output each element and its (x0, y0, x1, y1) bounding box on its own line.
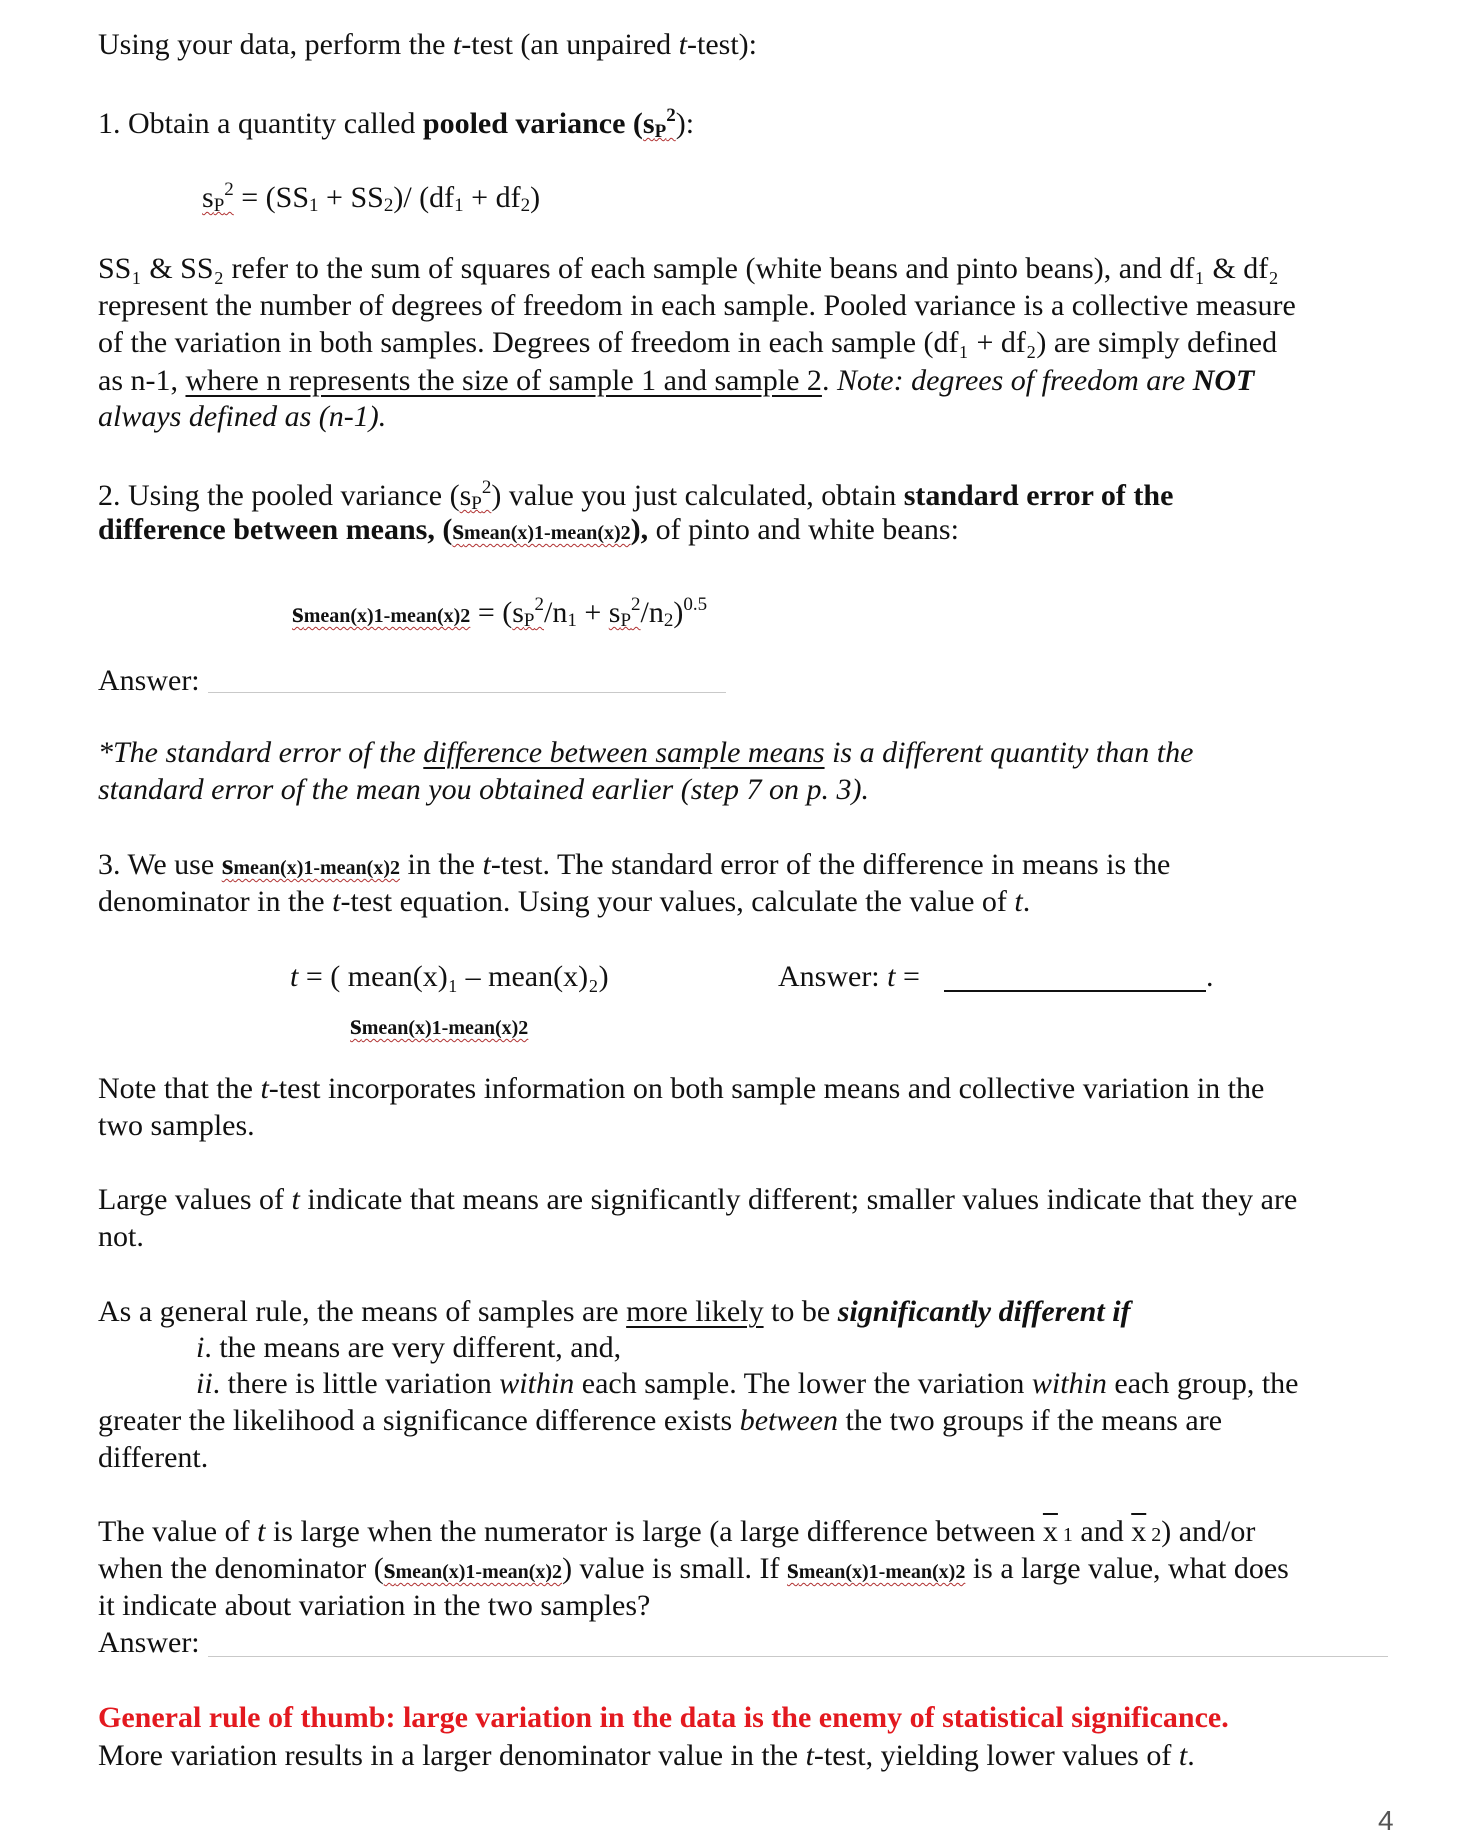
para3-text: Large values of (98, 1183, 292, 1216)
symbol-sub: P (213, 195, 225, 216)
para5-text: ) and/or (1161, 1515, 1256, 1548)
para5-text: is a large value, what does (965, 1552, 1289, 1585)
note-line1 (98, 738, 1193, 768)
rule-text: -test, yielding lower values of (813, 1739, 1179, 1772)
answer-label-1: Answer: (98, 664, 200, 697)
intro-text: -test): (687, 28, 757, 61)
step2-text: of pinto and white beans: (648, 513, 959, 546)
se-diff-symbol (292, 596, 470, 629)
symbol-s: s (512, 596, 524, 629)
para4-text: to be (763, 1295, 838, 1328)
para2-text: -test incorporates information on both sample means and collective variation in the (268, 1072, 1265, 1105)
formula-text: = (SS (233, 181, 310, 214)
symbol-sub: P (471, 493, 482, 514)
symbol-s: s (642, 107, 655, 140)
t-symbol: t (805, 1739, 814, 1772)
formula-sub: 2 (383, 195, 394, 216)
symbol-s: s (292, 596, 304, 629)
t-answer-blank[interactable] (944, 990, 1206, 992)
pooled-variance-symbol (643, 107, 676, 140)
note-underlined: difference between sample means (423, 736, 825, 769)
xbar-symbol: $\overline{x}$ (1042, 1515, 1058, 1548)
para4-text: . the means are very different, and, (204, 1331, 622, 1364)
formula-sub: 1 (309, 195, 319, 216)
symbol-s: s (459, 479, 472, 512)
t-numerator: ( mean(x)₁ – mean(x)₂) (330, 960, 609, 993)
symbol-sub: P (654, 121, 667, 142)
para1-line2: represent the number of degrees of freedom in each sample. Pooled variance is a collective measure (98, 289, 1296, 322)
t-symbol: t (332, 885, 341, 918)
step3-text: in the (400, 848, 483, 881)
para1-line1: SS₁ & SS₂ refer to the sum of squares of each sample (white beans and pinto beans), and df₁ & df₂ (98, 252, 1279, 285)
para3-line2: not. (98, 1220, 144, 1253)
t-symbol: t (887, 960, 896, 993)
symbol-sub: P (523, 610, 535, 631)
symbol-s: s (202, 181, 214, 214)
list-marker: ii (196, 1367, 213, 1400)
step2-text: 2. Using the pooled variance ( (98, 479, 460, 512)
t-answer-period: . (1206, 960, 1214, 993)
step2-bold-term: standard error of the (903, 479, 1174, 512)
note-text: *The standard error of the (98, 736, 424, 769)
step3-line1 (98, 850, 1170, 880)
para4-underlined: more likely (626, 1295, 764, 1328)
para4-bold-italic: significantly different if (837, 1295, 1131, 1328)
formula-text: /n (544, 596, 568, 629)
para4-line3 (98, 1406, 1222, 1436)
step3-text: denominator in the (98, 885, 333, 918)
symbol-sub: mean(x)1-mean(x)2 (361, 1017, 529, 1039)
step2-line2 (98, 515, 959, 545)
step3-text: . (1022, 885, 1031, 918)
symbol-sub: mean(x)1-mean(x)2 (798, 1561, 966, 1583)
symbol-sup: 2 (631, 594, 641, 615)
t-symbol: t (452, 28, 462, 61)
symbol-sub: mean(x)1-mean(x)2 (464, 522, 631, 544)
para1-note-bold: NOT (1192, 364, 1255, 397)
list-marker: i (196, 1331, 205, 1364)
para5-line1 (98, 1517, 1255, 1547)
para1-line5: always defined as (n-1). (98, 400, 387, 433)
step3-text: -test equation. Using your values, calculate the value of (340, 885, 1015, 918)
t-formula-denominator (350, 1010, 528, 1040)
formula-sub: 1 (567, 610, 577, 631)
formula-text: = ( (470, 596, 513, 629)
formula-text: + (576, 596, 609, 629)
para1-note: Note: degrees of freedom are (836, 364, 1193, 397)
symbol-s: s (452, 513, 465, 546)
pooled-variance-symbol (512, 596, 544, 629)
para5-text: The value of (98, 1515, 258, 1548)
symbol-sup: 2 (666, 105, 676, 126)
t-symbol: t (678, 28, 688, 61)
para4-item-ii (196, 1369, 1299, 1399)
para5-text: is large when the numerator is large (a large difference between (265, 1515, 1043, 1548)
pooled-variance-symbol (609, 596, 641, 629)
para1-line3: of the variation in both samples. Degrees of freedom in each sample (df₁ + df₂) are simply defined (98, 326, 1278, 359)
step1-text: 1. Obtain a quantity called (98, 107, 423, 140)
formula-text: ) (530, 181, 541, 214)
para1-text: . (821, 364, 837, 397)
symbol-s: s (350, 1008, 362, 1041)
t-formula-numerator (290, 962, 609, 992)
answer-blank-2[interactable] (208, 1656, 1388, 1657)
formula-sub: 2 (520, 195, 531, 216)
formula-sub: 2 (663, 610, 674, 631)
se-diff-symbol (452, 513, 630, 546)
para4-text: . there is little variation (212, 1367, 500, 1400)
para4-text: each sample. The lower the variation (574, 1367, 1032, 1400)
formula-text: = (298, 960, 331, 993)
formula-text: ) (673, 596, 684, 629)
para4-text: each group, the (1106, 1367, 1299, 1400)
step2-text: ) value you just calculated, obtain (491, 479, 904, 512)
para4-italic: within (499, 1367, 575, 1400)
step1-bold-term: pooled variance (422, 107, 626, 140)
pooled-variance-formula (202, 180, 540, 215)
formula-text: + SS (318, 181, 384, 214)
para1-text: as n-1, (98, 364, 186, 397)
t-symbol: t (1014, 885, 1023, 918)
paren: ): (675, 107, 695, 140)
formula-sub: 1 (454, 195, 464, 216)
para4-text: greater the likelihood a significance difference exists (98, 1404, 740, 1437)
symbol-sub: mean(x)1-mean(x)2 (395, 1561, 563, 1583)
step2-bold-term: ), (630, 513, 649, 546)
t-symbol: t (257, 1515, 266, 1548)
para5-text: when the denominator ( (98, 1552, 384, 1585)
symbol-sub: mean(x)1-mean(x)2 (233, 857, 400, 879)
symbol-sup: 2 (534, 594, 544, 615)
para4-italic: between (739, 1404, 838, 1437)
para4-item-i (196, 1333, 621, 1363)
intro-text: -test (an unpaired (461, 28, 679, 61)
step2-bold-term: difference between means, ( (98, 513, 453, 546)
t-symbol: t (290, 960, 299, 993)
paren: ( (625, 107, 643, 140)
page-number: 4 (1378, 1805, 1394, 1836)
intro-line (98, 30, 757, 60)
formula-text: + df (463, 181, 521, 214)
answer-text: Answer: (778, 960, 888, 993)
pooled-variance-symbol (460, 479, 492, 512)
answer-blank-1[interactable] (208, 692, 726, 693)
note-line2: standard error of the mean you obtained earlier (step 7 on p. 3). (98, 773, 870, 806)
para5-line3: it indicate about variation in the two samples? (98, 1589, 651, 1622)
symbol-s: s (383, 1552, 396, 1585)
para4-text: As a general rule, the means of samples are (98, 1295, 627, 1328)
se-diff-symbol (350, 1008, 528, 1041)
para4-line4: different. (98, 1441, 209, 1474)
xbar-sub: 2 (1146, 1524, 1162, 1546)
se-diff-symbol (787, 1552, 965, 1585)
pooled-variance-symbol (202, 181, 234, 214)
para2-line2: two samples. (98, 1109, 255, 1142)
se-diff-formula (292, 595, 707, 630)
se-diff-symbol (222, 848, 400, 881)
para5-text: and (1072, 1515, 1132, 1548)
symbol-s: s (787, 1552, 799, 1585)
rule-text: . (1187, 1739, 1195, 1772)
para2-text: Note that the (98, 1072, 261, 1105)
symbol-sup: 2 (224, 179, 234, 200)
step2-line1 (98, 478, 1173, 513)
t-symbol: t (260, 1072, 269, 1105)
note-text: is a different quantity than the (824, 736, 1194, 769)
symbol-s: s (608, 596, 621, 629)
symbol-sub: mean(x)1-mean(x)2 (303, 605, 471, 627)
para4-italic: within (1031, 1367, 1107, 1400)
rule-text: More variation results in a larger denominator value in the (98, 1739, 806, 1772)
para5-line2 (98, 1554, 1289, 1584)
step3-line2 (98, 887, 1030, 917)
rule-of-thumb: General rule of thumb: large variation in the data is the enemy of statistical significance. (98, 1701, 1229, 1734)
t-symbol: t (291, 1183, 300, 1216)
xbar-sub: 1 (1057, 1524, 1073, 1546)
para3-line1 (98, 1185, 1297, 1215)
para5-text: ) value is small. If (562, 1552, 788, 1585)
para1-line4 (98, 366, 1254, 396)
symbol-sub: P (620, 610, 632, 631)
se-diff-symbol (384, 1552, 562, 1585)
step3-text: -test. The standard error of the difference in means is the (490, 848, 1171, 881)
para4-line1 (98, 1297, 1131, 1327)
symbol-sup: 2 (481, 477, 492, 498)
answer-label-2: Answer: (98, 1626, 200, 1659)
xbar-symbol: $\overline{x}$ (1131, 1515, 1147, 1548)
step1-heading (98, 106, 694, 141)
formula-text: /n (640, 596, 664, 629)
para2-line1 (98, 1074, 1264, 1104)
t-symbol: t (1178, 1739, 1188, 1772)
rule-line2 (98, 1741, 1195, 1771)
formula-exponent: 0.5 (683, 594, 708, 615)
answer-text: = (895, 960, 920, 993)
t-answer-label (778, 962, 920, 992)
para4-text: the two groups if the means are (837, 1404, 1223, 1437)
t-symbol: t (482, 848, 491, 881)
para1-underlined: where n represents the size of sample 1 and sample 2 (185, 364, 822, 397)
para3-text: indicate that means are significantly different; smaller values indicate that they are (299, 1183, 1298, 1216)
intro-text: Using your data, perform the (98, 28, 453, 61)
symbol-s: s (221, 848, 234, 881)
step3-text: 3. We use (98, 848, 222, 881)
formula-text: )/ (df (393, 181, 455, 214)
